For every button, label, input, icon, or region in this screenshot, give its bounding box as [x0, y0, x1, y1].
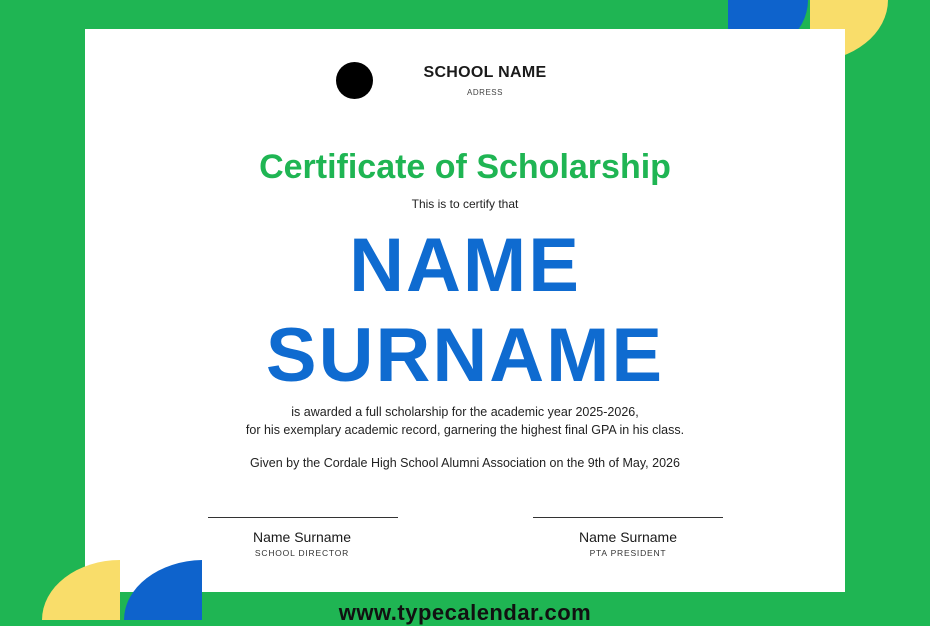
signature-line-pta — [533, 517, 723, 518]
award-description-line-1: is awarded a full scholarship for the academic year 2025-2026, — [291, 405, 639, 419]
award-description-line-2: for his exemplary academic record, garnering the highest final GPA in his class. — [245, 423, 685, 437]
signatory-role-director: SCHOOL DIRECTOR — [254, 548, 350, 558]
website-watermark: www.typecalendar.com — [338, 600, 592, 625]
recipient-surname: SURNAME — [265, 313, 665, 398]
signature-line-director — [208, 517, 398, 518]
signatory-name-pta: Name Surname — [578, 529, 678, 545]
given-by-statement: Given by the Cordale High School Alumni Association on the 9th of May, 2026 — [250, 456, 680, 470]
recipient-first-name: NAME — [349, 223, 581, 308]
school-address: ADRESS — [467, 88, 503, 97]
school-logo-placeholder — [336, 62, 373, 99]
certificate-title: Certificate of Scholarship — [259, 148, 671, 186]
signatory-role-pta: PTA PRESIDENT — [589, 548, 667, 558]
signatory-name-director: Name Surname — [252, 529, 352, 545]
certificate-card — [85, 29, 845, 592]
school-name: SCHOOL NAME — [423, 64, 547, 81]
certify-intro: This is to certify that — [411, 197, 519, 211]
